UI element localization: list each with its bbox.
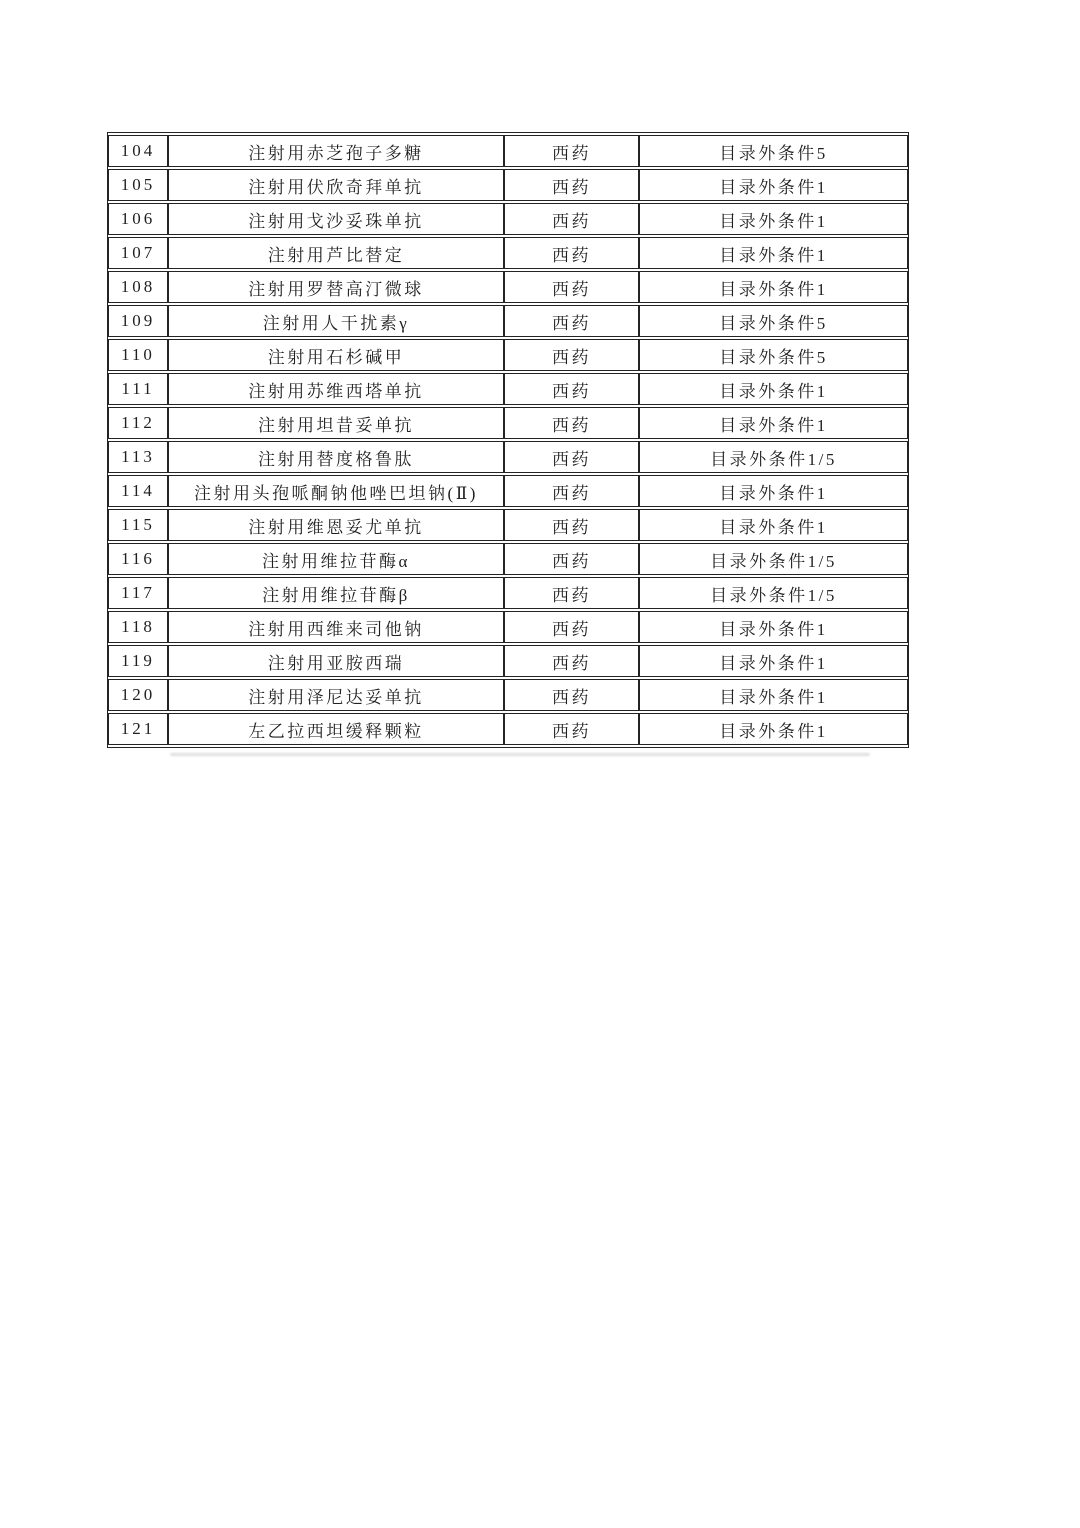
table-row (108, 509, 908, 541)
cell-drug-name: 注射用头孢哌酮钠他唑巴坦钠(Ⅱ) (168, 475, 504, 507)
cell-drug-name: 注射用赤芝孢子多糖 (168, 135, 504, 167)
cell-row-number: 115 (108, 509, 168, 541)
cell-category: 西药 (504, 543, 639, 575)
table-row (108, 441, 908, 473)
cell-category: 西药 (504, 441, 639, 473)
cell-row-number: 109 (108, 305, 168, 337)
cell-row-number: 108 (108, 271, 168, 303)
cell-category: 西药 (504, 271, 639, 303)
cell-condition: 目录外条件1 (639, 373, 908, 405)
cell-drug-name: 注射用戈沙妥珠单抗 (168, 203, 504, 235)
drug-list-table (107, 132, 909, 748)
cell-row-number: 106 (108, 203, 168, 235)
cell-row-number: 114 (108, 475, 168, 507)
cell-condition: 目录外条件5 (639, 135, 908, 167)
cell-drug-name: 注射用维恩妥尤单抗 (168, 509, 504, 541)
cell-drug-name: 左乙拉西坦缓释颗粒 (168, 713, 504, 745)
cell-drug-name: 注射用苏维西塔单抗 (168, 373, 504, 405)
cell-drug-name: 注射用维拉苷酶β (168, 577, 504, 609)
cell-row-number: 121 (108, 713, 168, 745)
table-row (108, 373, 908, 405)
cell-drug-name: 注射用伏欣奇拜单抗 (168, 169, 504, 201)
cell-condition: 目录外条件1 (639, 509, 908, 541)
cell-drug-name: 注射用石杉碱甲 (168, 339, 504, 371)
cell-condition: 目录外条件1 (639, 203, 908, 235)
cell-condition: 目录外条件1/5 (639, 441, 908, 473)
table-row (108, 407, 908, 439)
table-row (108, 135, 908, 167)
cell-row-number: 117 (108, 577, 168, 609)
cell-drug-name: 注射用坦昔妥单抗 (168, 407, 504, 439)
cell-category: 西药 (504, 475, 639, 507)
cell-condition: 目录外条件5 (639, 339, 908, 371)
cell-condition: 目录外条件1 (639, 679, 908, 711)
cell-condition: 目录外条件1 (639, 713, 908, 745)
cell-row-number: 105 (108, 169, 168, 201)
cell-row-number: 112 (108, 407, 168, 439)
cell-category: 西药 (504, 237, 639, 269)
cell-category: 西药 (504, 713, 639, 745)
cell-drug-name: 注射用亚胺西瑞 (168, 645, 504, 677)
table-row (108, 237, 908, 269)
cell-condition: 目录外条件1 (639, 645, 908, 677)
cell-row-number: 111 (108, 373, 168, 405)
table-row (108, 611, 908, 643)
table-row (108, 339, 908, 371)
cell-row-number: 118 (108, 611, 168, 643)
cell-condition: 目录外条件1 (639, 611, 908, 643)
cell-drug-name: 注射用芦比替定 (168, 237, 504, 269)
table-row (108, 679, 908, 711)
table-body (108, 135, 908, 745)
cell-condition: 目录外条件1 (639, 475, 908, 507)
cell-category: 西药 (504, 407, 639, 439)
table-row (108, 577, 908, 609)
table-row (108, 543, 908, 575)
cell-condition: 目录外条件1 (639, 169, 908, 201)
table-row (108, 169, 908, 201)
cell-category: 西药 (504, 203, 639, 235)
cell-row-number: 110 (108, 339, 168, 371)
cell-category: 西药 (504, 577, 639, 609)
cell-category: 西药 (504, 169, 639, 201)
cell-condition: 目录外条件1 (639, 237, 908, 269)
table-row (108, 203, 908, 235)
table-row (108, 645, 908, 677)
cell-drug-name: 注射用人干扰素γ (168, 305, 504, 337)
cell-condition: 目录外条件1/5 (639, 543, 908, 575)
cell-drug-name: 注射用罗替高汀微球 (168, 271, 504, 303)
cell-row-number: 116 (108, 543, 168, 575)
cell-category: 西药 (504, 679, 639, 711)
cell-category: 西药 (504, 305, 639, 337)
cell-condition: 目录外条件5 (639, 305, 908, 337)
table-row (108, 271, 908, 303)
table-row (108, 305, 908, 337)
cell-row-number: 119 (108, 645, 168, 677)
cell-category: 西药 (504, 645, 639, 677)
cell-drug-name: 注射用维拉苷酶α (168, 543, 504, 575)
cell-condition: 目录外条件1 (639, 407, 908, 439)
cell-row-number: 113 (108, 441, 168, 473)
cell-drug-name: 注射用西维来司他钠 (168, 611, 504, 643)
cell-row-number: 120 (108, 679, 168, 711)
cell-condition: 目录外条件1 (639, 271, 908, 303)
cell-row-number: 104 (108, 135, 168, 167)
cell-category: 西药 (504, 339, 639, 371)
cell-row-number: 107 (108, 237, 168, 269)
cell-category: 西药 (504, 373, 639, 405)
cell-category: 西药 (504, 611, 639, 643)
cell-condition: 目录外条件1/5 (639, 577, 908, 609)
table-row (108, 475, 908, 507)
cell-category: 西药 (504, 135, 639, 167)
scan-shadow-artifact (170, 753, 870, 756)
cell-drug-name: 注射用泽尼达妥单抗 (168, 679, 504, 711)
cell-drug-name: 注射用替度格鲁肽 (168, 441, 504, 473)
table-row (108, 713, 908, 745)
cell-category: 西药 (504, 509, 639, 541)
